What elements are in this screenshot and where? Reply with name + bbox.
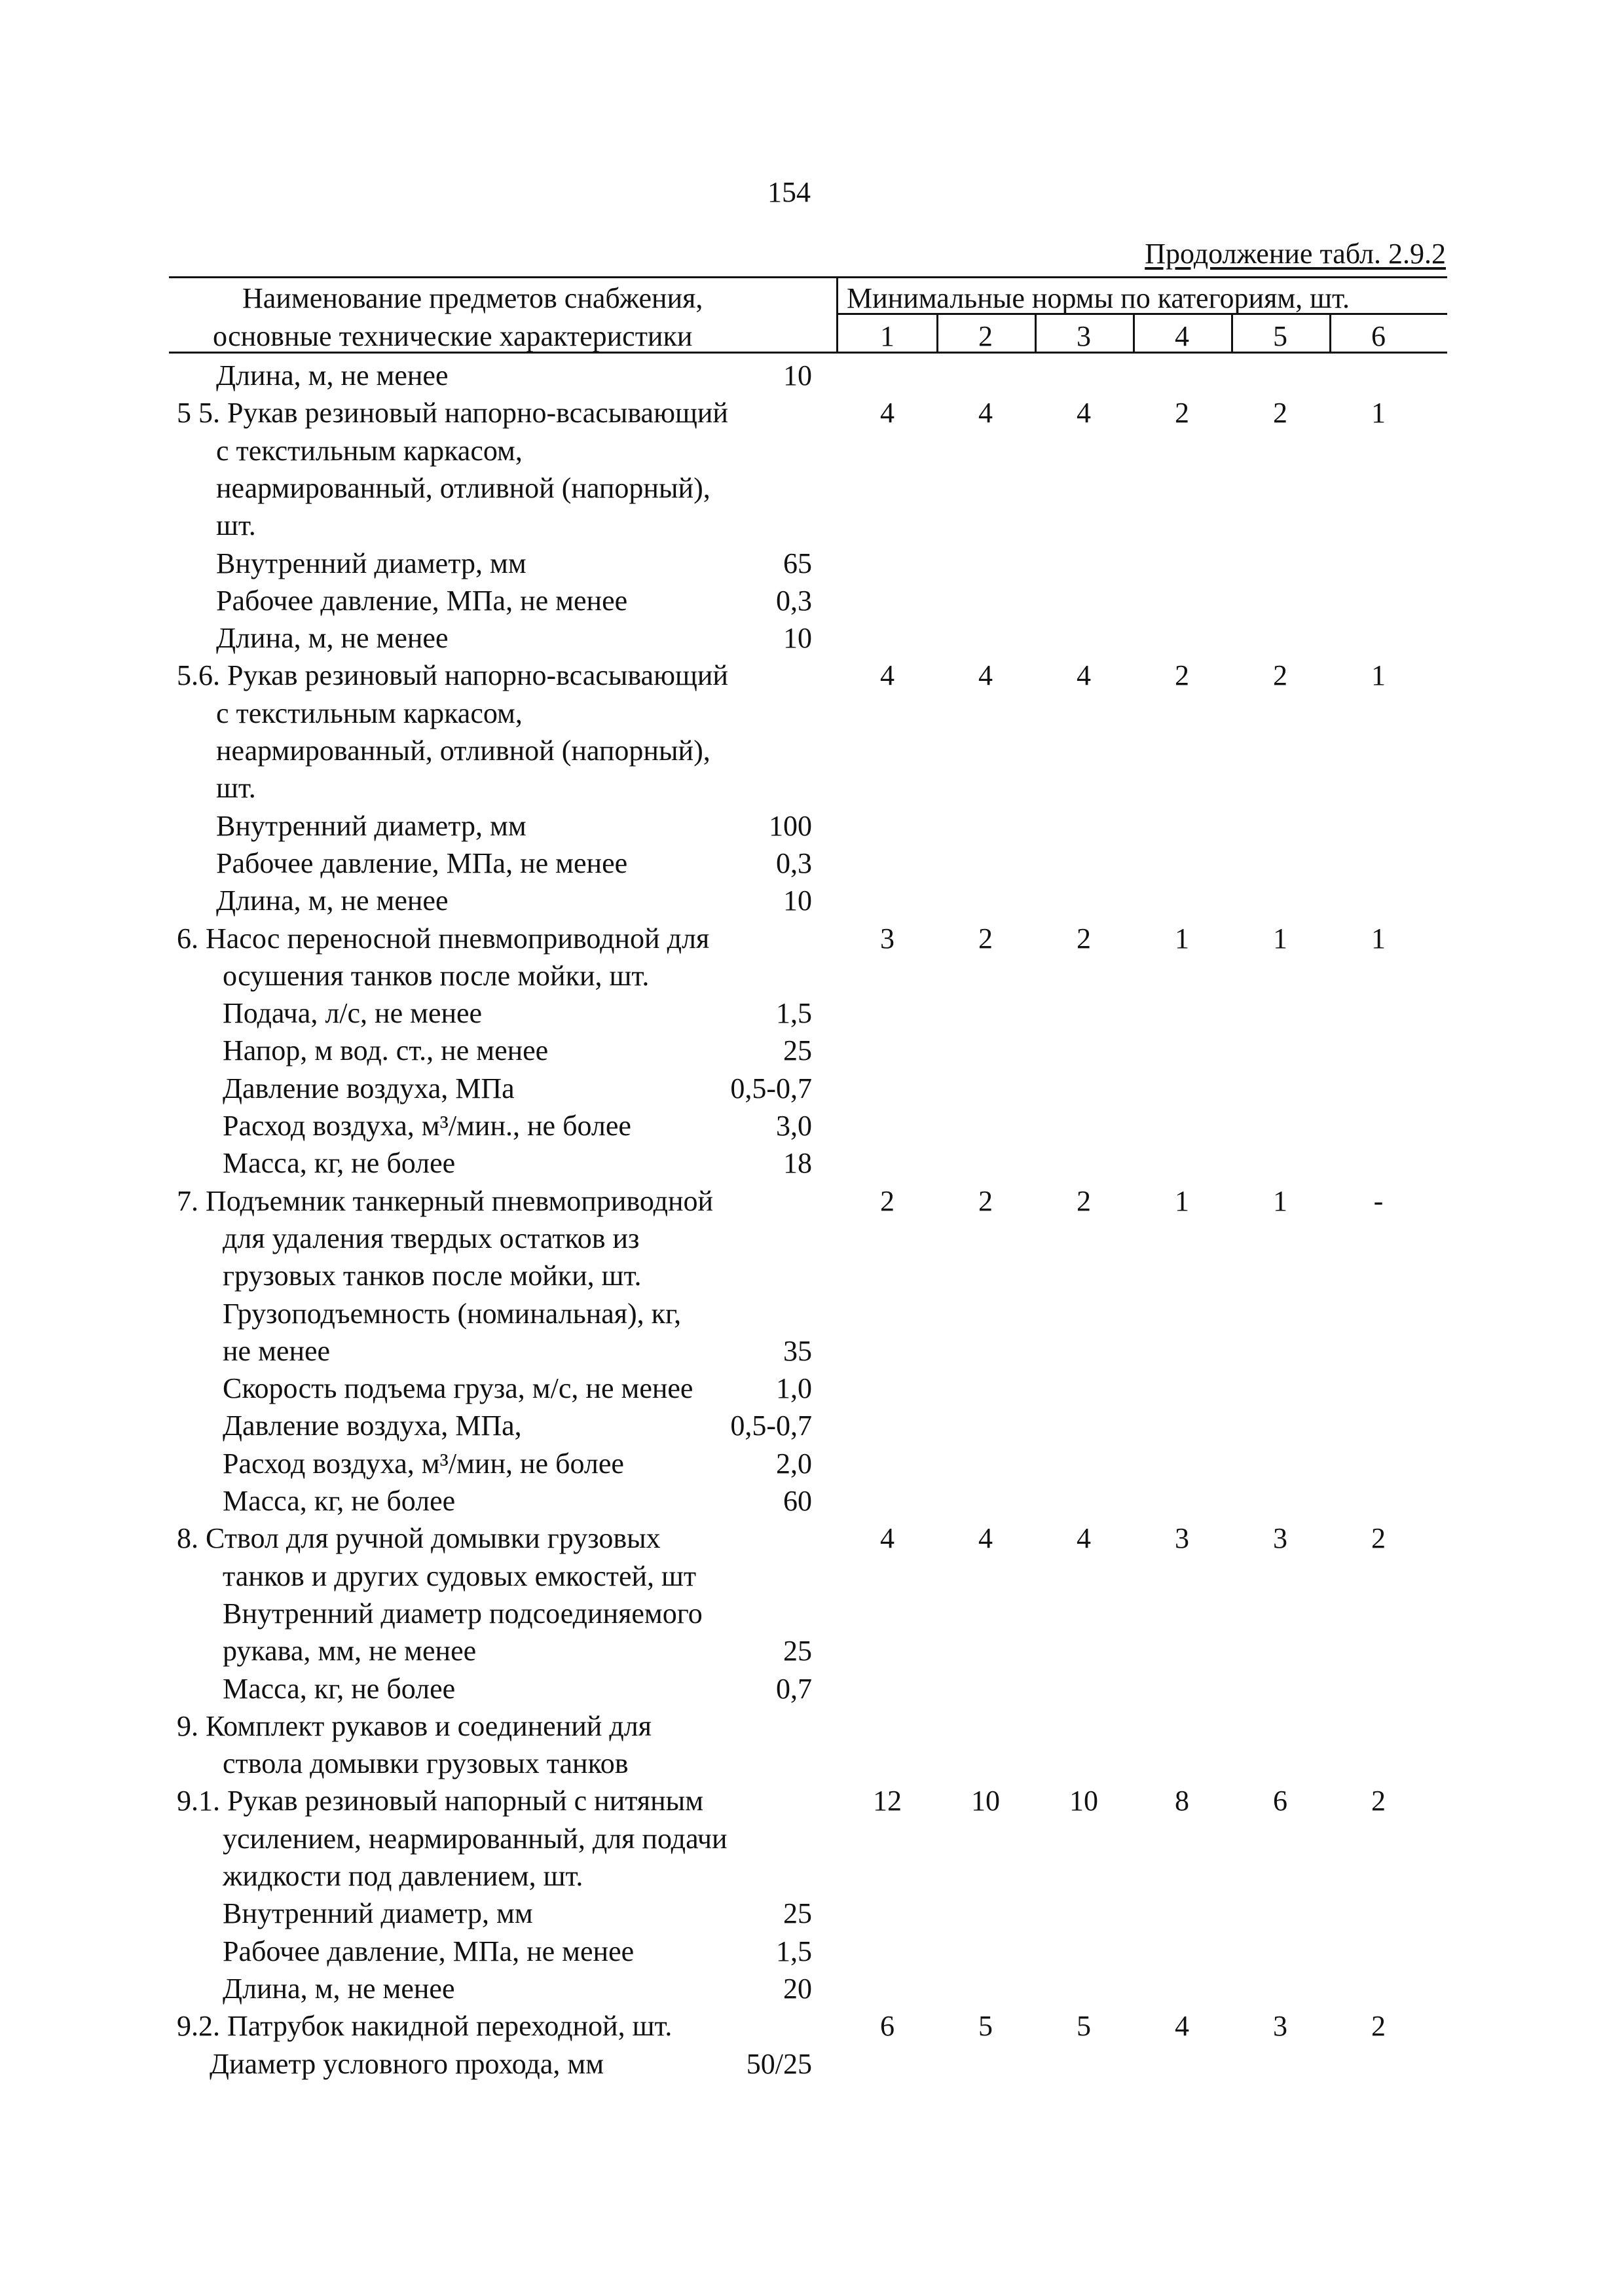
item-value: 10 (783, 622, 812, 655)
item-value: 60 (783, 1485, 812, 1517)
table-row (0, 1558, 1624, 1595)
item-text: Грузоподъемность (номинальная), кг, (223, 1297, 682, 1330)
norm-category-5: 3 (1273, 2010, 1287, 2043)
norm-category-2: 4 (978, 659, 993, 692)
table-row (0, 1595, 1624, 1632)
norm-category-5: 1 (1273, 922, 1287, 955)
table-row (0, 957, 1624, 994)
table-row (0, 1144, 1624, 1182)
item-text: 9.2. Патрубок накидной переходной, шт. (177, 2010, 673, 2043)
item-text: Подача, л/с, не менее (223, 997, 483, 1030)
norm-category-4: 4 (1175, 2010, 1189, 2043)
item-text: 8. Ствол для ручной домывки грузовых (177, 1522, 661, 1555)
norm-category-3: 4 (1077, 1522, 1091, 1555)
item-value: 3,0 (776, 1110, 812, 1142)
table-row (0, 1895, 1624, 1932)
norm-category-1: 4 (880, 1522, 895, 1555)
norm-category-3: 2 (1077, 1184, 1091, 1217)
item-text: Длина, м, не менее (223, 1972, 455, 2005)
item-text: жидкости под давлением, шт. (223, 1860, 583, 1892)
item-text: Давление воздуха, МПа, (223, 1410, 522, 1442)
table-row (0, 2045, 1624, 2083)
item-value: 100 (769, 809, 812, 842)
table-row (0, 807, 1624, 845)
item-text: Расход воздуха, м³/мин., не более (223, 1110, 631, 1142)
table-row (0, 1295, 1624, 1332)
table-caption: Продолжение табл. 2.9.2 (1145, 238, 1446, 270)
category-1-header: 1 (880, 320, 895, 352)
item-text: Внутренний диаметр, мм (216, 809, 526, 842)
item-text: Длина, м, не менее (216, 622, 449, 655)
item-text: для удаления твердых остатков из (223, 1222, 640, 1254)
item-value: 65 (783, 547, 812, 579)
item-value: 10 (783, 884, 812, 917)
category-3-header: 3 (1077, 320, 1091, 352)
table-row (0, 1670, 1624, 1707)
table-row (0, 1445, 1624, 1482)
table-row (0, 769, 1624, 807)
norm-category-4: 1 (1175, 922, 1189, 955)
item-value: 2,0 (776, 1447, 812, 1480)
table-row (0, 695, 1624, 732)
item-text: Внутренний диаметр, мм (216, 547, 526, 579)
norm-category-5: 1 (1273, 1184, 1287, 1217)
table-row (0, 357, 1624, 394)
norm-category-3: 10 (1069, 1785, 1098, 1817)
item-text: Внутренний диаметр подсоединяемого (223, 1597, 703, 1630)
table-row (0, 2007, 1624, 2045)
item-text: Напор, м вод. ст., не менее (223, 1034, 549, 1067)
item-text: шт. (216, 772, 256, 805)
item-value: 1,5 (776, 1935, 812, 1967)
item-text: усилением, неармированный, для подачи (223, 1822, 728, 1855)
item-value: 35 (783, 1334, 812, 1367)
item-value: 0,3 (776, 847, 812, 879)
item-text: Скорость подъема груза, м/с, не менее (223, 1372, 693, 1405)
item-value: 25 (783, 1635, 812, 1667)
header-name-line1: Наименование предметов снабжения, (242, 282, 703, 314)
item-text: шт. (216, 509, 256, 542)
table-row (0, 1820, 1624, 1857)
table-row (0, 432, 1624, 469)
norm-category-6: 2 (1371, 1785, 1386, 1817)
item-value: 0,5-0,7 (730, 1410, 812, 1442)
norm-category-6: 2 (1371, 2010, 1386, 2043)
table-row (0, 1970, 1624, 2007)
norm-category-6: 1 (1371, 922, 1386, 955)
norm-category-3: 2 (1077, 922, 1091, 955)
norm-category-2: 5 (978, 2010, 993, 2043)
item-text: Давление воздуха, МПа (223, 1072, 515, 1104)
item-text: грузовых танков после мойки, шт. (223, 1260, 642, 1292)
item-text: Длина, м, не менее (216, 884, 449, 917)
norm-category-5: 3 (1273, 1522, 1287, 1555)
item-text: не менее (223, 1334, 331, 1367)
norm-category-1: 4 (880, 659, 895, 692)
page-number: 154 (767, 176, 811, 208)
table-row (0, 1933, 1624, 1970)
table-row (0, 507, 1624, 544)
norm-category-1: 3 (880, 922, 895, 955)
norm-category-1: 6 (880, 2010, 895, 2043)
table-row (0, 994, 1624, 1032)
item-text: Расход воздуха, м³/мин, не более (223, 1447, 624, 1480)
norm-category-5: 2 (1273, 397, 1287, 429)
norm-category-4: 2 (1175, 397, 1189, 429)
norm-category-6: - (1373, 1184, 1384, 1217)
item-text: 7. Подъемник танкерный пневмоприводной (177, 1184, 714, 1217)
norm-category-2: 10 (971, 1785, 1000, 1817)
item-value: 10 (783, 359, 812, 392)
item-text: Длина, м, не менее (216, 359, 449, 392)
table-row (0, 545, 1624, 582)
item-value: 50/25 (746, 2047, 812, 2080)
norm-category-1: 4 (880, 397, 895, 429)
table-row (0, 1782, 1624, 1819)
table-row (0, 1482, 1624, 1520)
table-row (0, 1520, 1624, 1557)
item-text: осушения танков после мойки, шт. (223, 959, 650, 992)
norm-category-2: 4 (978, 397, 993, 429)
table-row (0, 1070, 1624, 1107)
item-value: 20 (783, 1972, 812, 2005)
table-row (0, 582, 1624, 619)
item-text: 9.1. Рукав резиновый напорный с нитяным (177, 1785, 704, 1817)
item-value: 0,5-0,7 (730, 1072, 812, 1104)
norm-category-6: 1 (1371, 397, 1386, 429)
table-row (0, 469, 1624, 507)
table-row (0, 1257, 1624, 1294)
item-text: Рабочее давление, МПа, не менее (216, 584, 628, 617)
item-text: с текстильным каркасом, (216, 697, 523, 729)
table-row (0, 1332, 1624, 1370)
table-row (0, 1107, 1624, 1144)
item-value: 1,0 (776, 1372, 812, 1405)
table-row (0, 657, 1624, 694)
norm-category-4: 1 (1175, 1184, 1189, 1217)
norm-category-3: 5 (1077, 2010, 1091, 2043)
item-text: неармированный, отливной (напорный), (216, 735, 710, 767)
table-row (0, 882, 1624, 919)
norm-category-1: 12 (873, 1785, 902, 1817)
item-value: 0,3 (776, 584, 812, 617)
category-4-header: 4 (1175, 320, 1189, 352)
table-row (0, 1857, 1624, 1895)
category-5-header: 5 (1273, 320, 1287, 352)
item-value: 18 (783, 1147, 812, 1180)
item-value: 0,7 (776, 1672, 812, 1705)
item-text: Диаметр условного прохода, мм (210, 2047, 604, 2080)
table-row (0, 1370, 1624, 1407)
item-text: 5 5. Рукав резиновый напорно-всасывающий (177, 397, 728, 429)
norm-category-3: 4 (1077, 659, 1091, 692)
norm-category-2: 2 (978, 1184, 993, 1217)
item-text: рукава, мм, не менее (223, 1635, 477, 1667)
table-row (0, 1632, 1624, 1669)
item-text: 9. Комплект рукавов и соединений для (177, 1709, 652, 1742)
item-text: 6. Насос переносной пневмоприводной для (177, 922, 710, 955)
category-2-header: 2 (978, 320, 993, 352)
item-text: танков и других судовых емкостей, шт (223, 1559, 697, 1592)
norm-category-1: 2 (880, 1184, 895, 1217)
item-text: неармированный, отливной (напорный), (216, 471, 710, 504)
table-row (0, 845, 1624, 882)
norm-category-4: 2 (1175, 659, 1189, 692)
item-value: 1,5 (776, 997, 812, 1030)
item-value: 25 (783, 1034, 812, 1067)
norm-category-3: 4 (1077, 397, 1091, 429)
table-row (0, 1220, 1624, 1257)
norm-category-4: 8 (1175, 1785, 1189, 1817)
norm-category-2: 4 (978, 1522, 993, 1555)
table-row (0, 732, 1624, 769)
item-text: Масса, кг, не более (223, 1147, 456, 1180)
item-text: Масса, кг, не более (223, 1672, 456, 1705)
table-row (0, 1407, 1624, 1444)
norm-category-6: 1 (1371, 659, 1386, 692)
item-text: Масса, кг, не более (223, 1485, 456, 1517)
norm-category-2: 2 (978, 922, 993, 955)
table-row (0, 394, 1624, 431)
table-row (0, 1032, 1624, 1069)
item-text: Рабочее давление, МПа, не менее (216, 847, 628, 879)
table-row (0, 1745, 1624, 1782)
item-text: 5.6. Рукав резиновый напорно-всасывающий (177, 659, 728, 692)
table-row (0, 1707, 1624, 1745)
table-row (0, 1182, 1624, 1220)
category-6-header: 6 (1371, 320, 1386, 352)
item-text: с текстильным каркасом, (216, 434, 523, 467)
item-text: Рабочее давление, МПа, не менее (223, 1935, 635, 1967)
table-row (0, 920, 1624, 957)
norm-category-5: 2 (1273, 659, 1287, 692)
header-name-line2: основные технические характеристики (213, 320, 693, 352)
norm-category-6: 2 (1371, 1522, 1386, 1555)
item-text: Внутренний диаметр, мм (223, 1897, 533, 1930)
norm-category-5: 6 (1273, 1785, 1287, 1817)
norm-category-4: 3 (1175, 1522, 1189, 1555)
header-group-title: Минимальные нормы по категориям, шт. (847, 282, 1350, 314)
table-row (0, 619, 1624, 657)
item-value: 25 (783, 1897, 812, 1930)
item-text: ствола домывки грузовых танков (223, 1747, 629, 1780)
